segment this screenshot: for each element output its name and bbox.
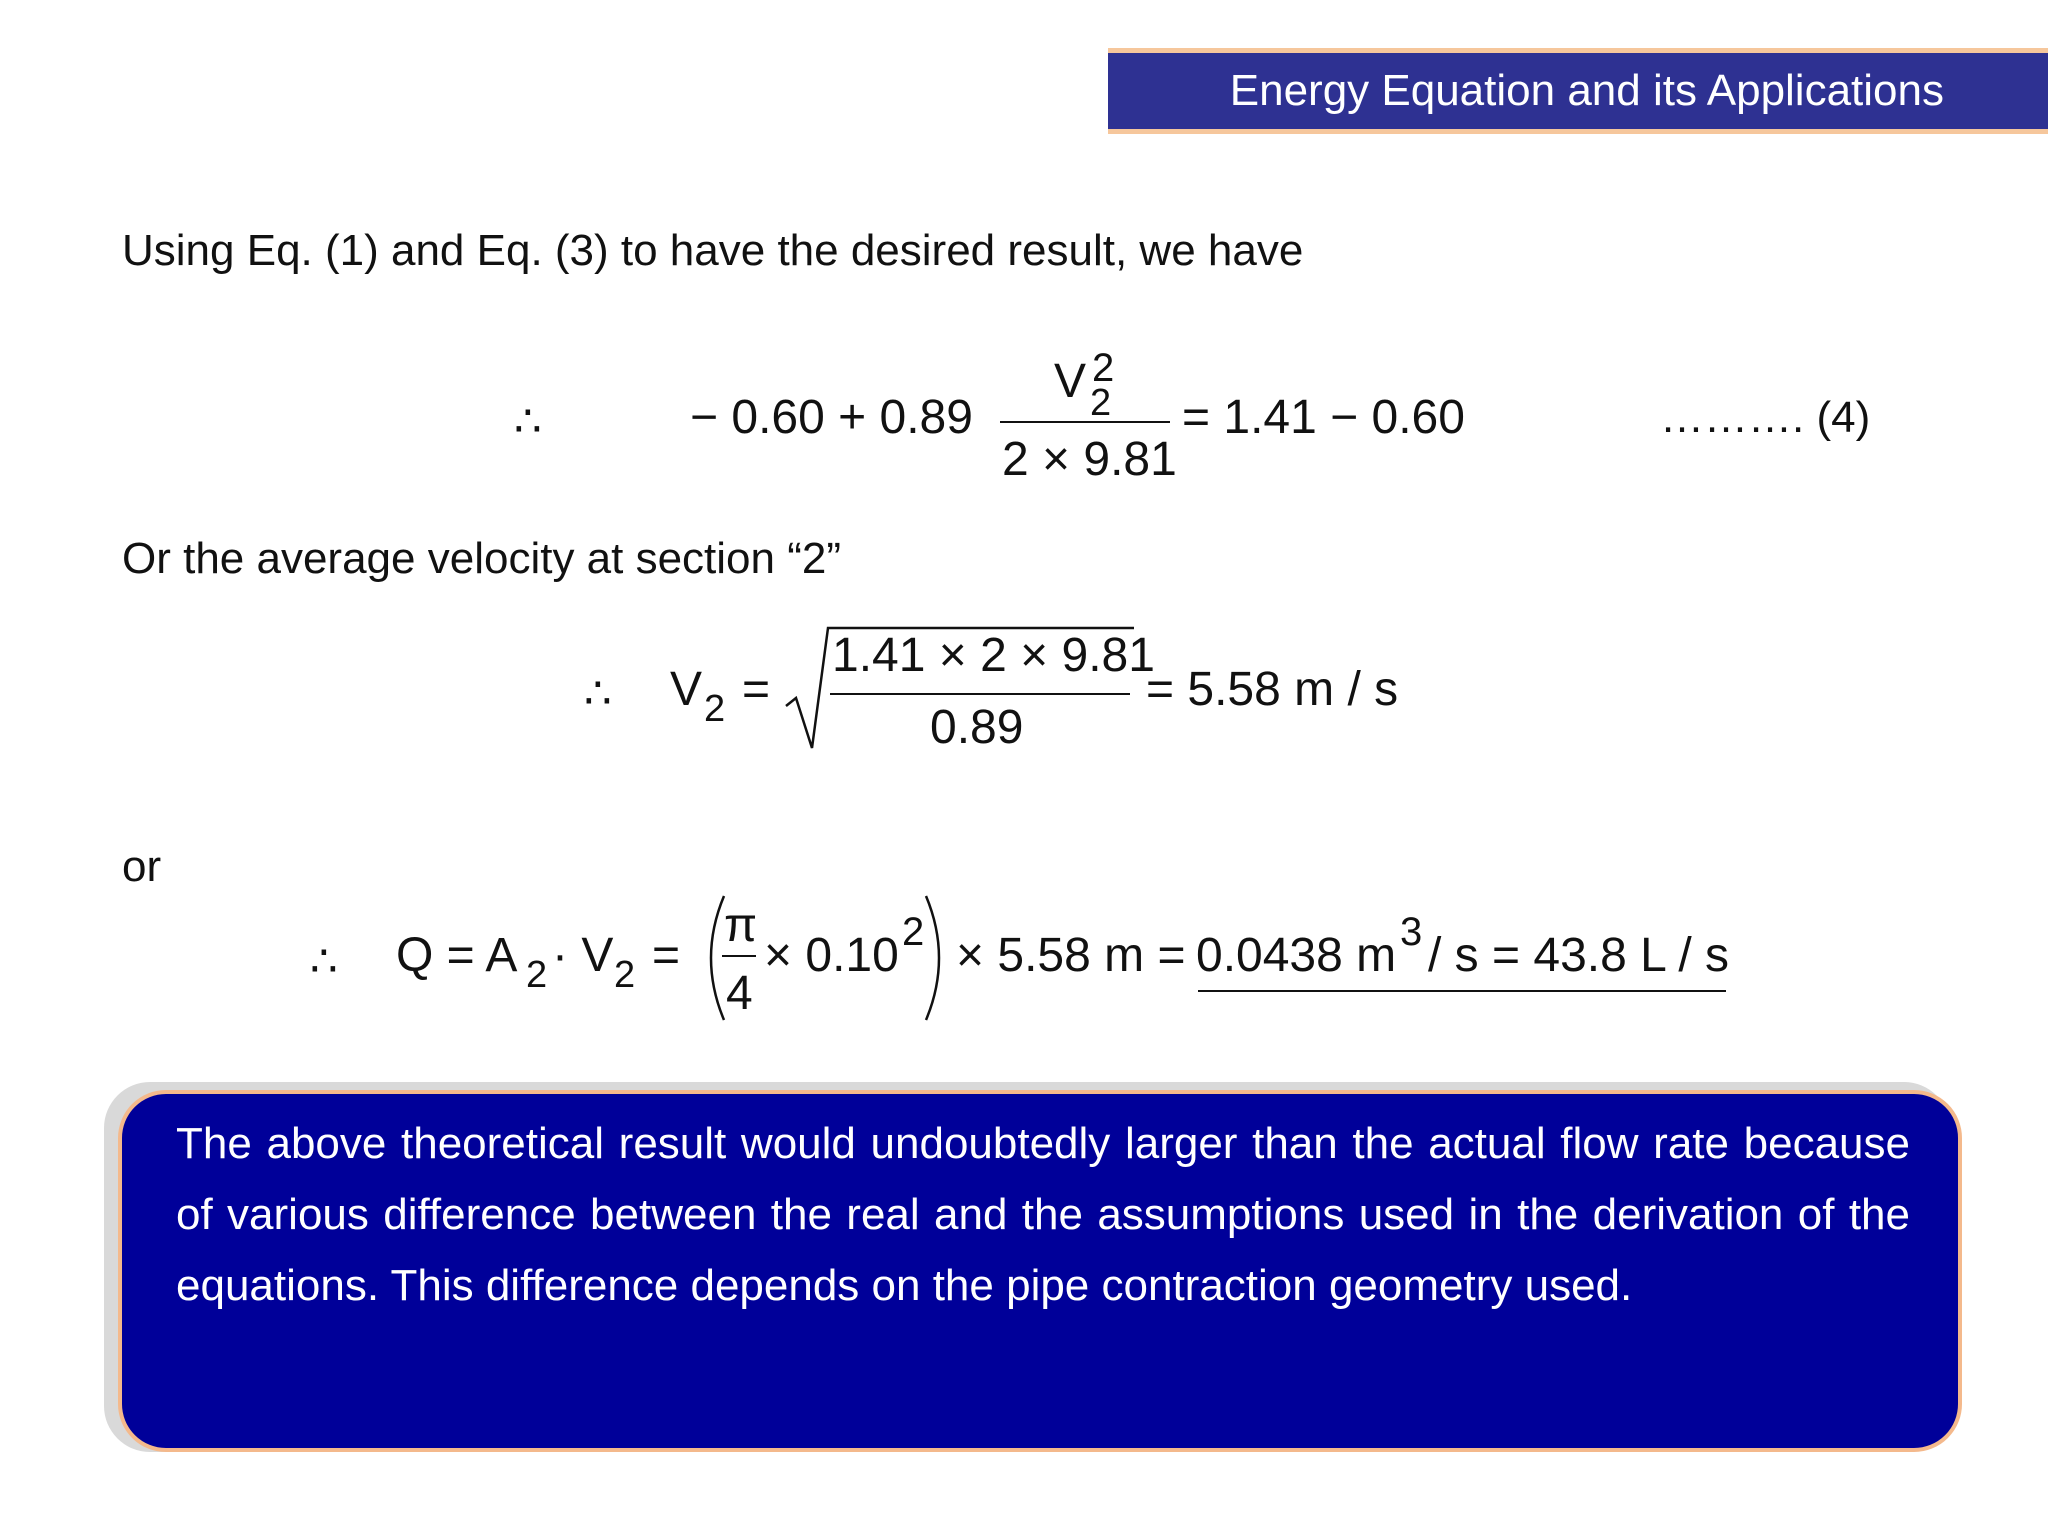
q-result-rate: / s = 43.8 L / s xyxy=(1428,929,1730,982)
q-result-sup: 3 xyxy=(1400,910,1423,954)
v2-fraction-bar xyxy=(830,693,1130,695)
or-text: or xyxy=(122,842,162,891)
eq4-numerator-sup: 2 xyxy=(1092,346,1115,390)
eq4-fraction-bar xyxy=(1000,421,1170,423)
right-paren xyxy=(918,892,958,1024)
q-times-diameter: × 0.10 xyxy=(764,929,899,982)
eq4-numerator-sub: 2 xyxy=(1090,382,1112,424)
note-box xyxy=(118,1090,1962,1452)
slide-title: Energy Equation and its Applications xyxy=(1229,66,1944,115)
q-dot-v: · V xyxy=(552,929,614,982)
q-a-sub: 2 xyxy=(526,954,548,996)
q-times-velocity: × 5.58 m = xyxy=(956,929,1186,982)
q-diameter-sup: 2 xyxy=(902,910,925,954)
eq4-denominator: 2 × 9.81 xyxy=(1002,433,1177,486)
eq4-lhs: − 0.60 + 0.89 xyxy=(690,391,973,444)
q-pi-fraction-bar xyxy=(722,955,756,957)
intro-text: Using Eq. (1) and Eq. (3) to have the desired result, we have xyxy=(122,226,1304,275)
result-underline xyxy=(1198,990,1726,992)
q-v-sub: 2 xyxy=(614,954,636,996)
eq4-tag: ………. (4) xyxy=(1660,393,1871,442)
v2-denominator: 0.89 xyxy=(930,701,1024,754)
therefore-symbol: ∴ xyxy=(514,397,542,446)
v2-equals: = xyxy=(742,663,771,716)
q-pi: π xyxy=(724,899,758,952)
header-bar xyxy=(1108,48,2048,134)
therefore-symbol: ∴ xyxy=(584,669,612,718)
eq4-rhs: = 1.41 − 0.60 xyxy=(1182,391,1465,444)
note-text: The above theoretical result would undoubtedly larger than the actual flow rate because of various difference between the real and the assumptions used in the derivation of the equations. This difference depends on the pipe contraction geometry used. xyxy=(176,1119,1910,1310)
therefore-symbol: ∴ xyxy=(310,937,338,986)
q-lhs: Q = A xyxy=(396,929,518,982)
q-result-volume: 0.0438 m xyxy=(1196,929,1397,982)
v2-numerator: 1.41 × 2 × 9.81 xyxy=(832,629,1155,682)
v2-lhs-sub: 2 xyxy=(704,688,726,730)
q-four: 4 xyxy=(726,967,753,1020)
q-equals: = xyxy=(652,929,681,982)
velocity-intro-text: Or the average velocity at section “2” xyxy=(122,534,841,583)
eq4-numerator-v: V xyxy=(1054,355,1087,408)
v2-rhs: = 5.58 m / s xyxy=(1146,663,1399,716)
v2-lhs: V xyxy=(670,663,703,716)
